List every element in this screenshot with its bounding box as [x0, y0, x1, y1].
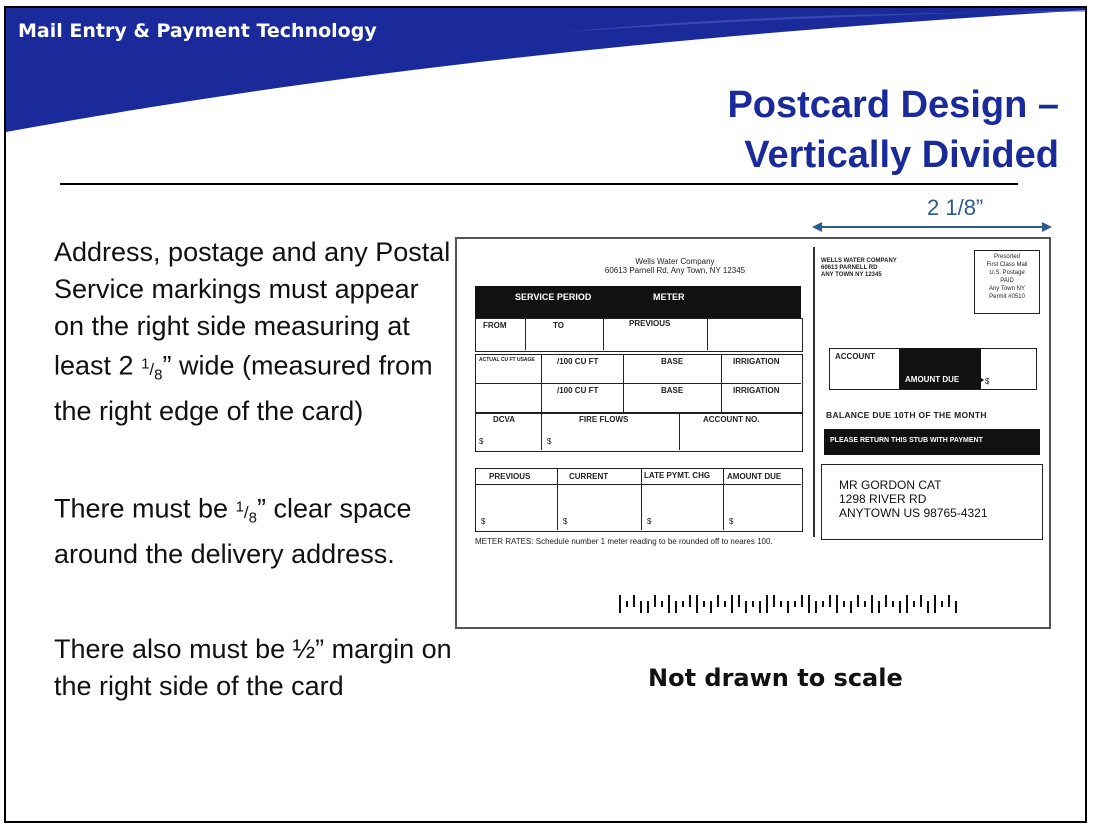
barcode-bar [934, 595, 936, 613]
paragraph-3: There also must be ½” margin on the right side of the card [54, 634, 452, 701]
dollar-previous: $ [481, 517, 486, 526]
barcode-bar [787, 601, 789, 613]
dcva-label: DCVA [493, 415, 516, 424]
service-period-label: SERVICE PERIOD [515, 292, 592, 302]
barcode-bar [745, 601, 747, 613]
barcode-bar [941, 601, 943, 607]
barcode-bar [731, 595, 733, 613]
barcode-bar [668, 595, 670, 613]
barcode-bar [654, 595, 656, 607]
slide [4, 6, 1087, 823]
from-label: FROM [483, 321, 507, 330]
barcode-bar [913, 601, 915, 607]
paragraph-1-before: Address, postage and any Postal Service markings must appear on the right side measuring at least 2 [54, 237, 451, 381]
barcode-bar [766, 595, 768, 613]
indicia-line: PAID [1000, 278, 1014, 284]
please-return-bar [824, 429, 1040, 455]
dollar-amount: $ [729, 517, 734, 526]
barcode-bar [633, 595, 635, 607]
fraction-2: $^1/_8$ [235, 498, 257, 527]
to-label: TO [553, 321, 564, 330]
title-line-2: Vertically Divided [744, 134, 1059, 176]
barcode-bar [822, 601, 824, 607]
addressee-street: 1298 RIVER RD [839, 492, 927, 506]
barcode-bar [843, 601, 845, 607]
barcode-bar [661, 601, 663, 607]
header-label: Mail Entry & Payment Technology [18, 20, 377, 42]
barcode-bar [878, 601, 880, 613]
return-street: 60613 PARNELL RD [821, 265, 878, 271]
barcode-bar [815, 601, 817, 613]
dollar-dcva: $ [479, 437, 484, 446]
barcode-bar [717, 595, 719, 607]
addressee-name: MR GORDON CAT [839, 478, 942, 492]
col-previous: PREVIOUS [489, 472, 531, 481]
account-no-label: ACCOUNT NO. [703, 415, 760, 424]
barcode-bar [892, 601, 894, 607]
col-late: LATE PYMT. CHG [644, 471, 711, 480]
base-label-b: BASE [661, 386, 684, 395]
base-label-a: BASE [661, 357, 684, 366]
dollar-late: $ [647, 517, 652, 526]
previous-label: PREVIOUS [629, 319, 671, 328]
barcode-bar [710, 601, 712, 613]
barcode-bar [703, 601, 705, 607]
slide-title [727, 80, 1059, 180]
paragraph-2 [54, 488, 454, 573]
irrigation-label-b: IRRIGATION [733, 386, 780, 395]
meter-label: METER [653, 292, 685, 302]
col-current: CURRENT [569, 472, 609, 481]
barcode-bar [829, 595, 831, 607]
barcode-bar [871, 595, 873, 613]
barcode-bar [864, 601, 866, 607]
meter-rates-note: METER RATES: Schedule number 1 meter reading to be rounded off to neares 100. [475, 537, 773, 546]
barcode-bar [857, 595, 859, 607]
service-period-bar [475, 286, 801, 318]
barcode-bar [801, 595, 803, 607]
account-label: ACCOUNT [835, 352, 875, 361]
indicia-line: U.S. Postage [989, 270, 1025, 276]
per100-label-a: /100 CU FT [557, 357, 599, 366]
paragraph-1-after: ” wide (measured from the right edge of the card) [54, 350, 433, 427]
paragraph-2-after: ” clear space around the delivery address. [54, 493, 412, 570]
indicia-line: First Class Mail [986, 262, 1028, 268]
barcode-bar [794, 601, 796, 607]
dimension-label: 2 1/8” [927, 195, 984, 220]
barcode-bar [920, 595, 922, 607]
title-rule [60, 183, 1018, 185]
amount-due-bar [899, 348, 981, 389]
barcode-bar [948, 595, 950, 607]
barcode-bar [619, 595, 621, 613]
actual-usage-label: ACTUAL CU FT USAGE [479, 357, 535, 363]
addressee-city: ANYTOWN US 98765-4321 [839, 506, 988, 520]
barcode-bar [738, 595, 740, 607]
barcode-bar [696, 595, 698, 613]
paragraph-1 [54, 234, 454, 430]
barcode-bar [780, 601, 782, 607]
irrigation-label-a: IRRIGATION [733, 357, 780, 366]
indicia-line: Presorted [993, 254, 1020, 260]
amount-due-label: AMOUNT DUE [905, 375, 960, 384]
indicia-line: Permit #0510 [989, 294, 1025, 300]
col-amount: AMOUNT DUE [727, 472, 782, 481]
dollar-current: $ [563, 517, 568, 526]
balance-due-note: BALANCE DUE 10TH OF THE MONTH [826, 410, 987, 420]
scale-note: Not drawn to scale [648, 664, 903, 692]
company-name: Wells Water Company [635, 257, 715, 266]
imb-barcode-icon [619, 595, 969, 613]
barcode-bar [640, 601, 642, 613]
title-line-1: Postcard Design – [727, 84, 1059, 126]
indicia-line: Any Town NY [989, 286, 1025, 292]
barcode-bar [752, 601, 754, 607]
barcode-bar [906, 595, 908, 613]
barcode-bar [899, 601, 901, 613]
per100-label-b: /100 CU FT [557, 386, 599, 395]
postage-indicia [974, 250, 1040, 314]
barcode-bar [724, 601, 726, 607]
barcode-bar [927, 601, 929, 613]
return-name: WELLS WATER COMPANY [821, 258, 897, 264]
fire-flows-label: FIRE FLOWS [579, 415, 629, 424]
barcode-bar [808, 595, 810, 613]
paragraph-2-before: There must be [54, 493, 236, 524]
barcode-bar [626, 601, 628, 607]
postcard-diagram [455, 237, 1051, 629]
barcode-bar [689, 595, 691, 607]
dollar-amount-due: $ [985, 377, 990, 386]
return-address [821, 258, 897, 279]
return-city: ANY TOWN NY 12345 [821, 272, 882, 278]
company-address: 60613 Parnell Rd, Any Town, NY 12345 [604, 266, 746, 275]
barcode-bar [773, 595, 775, 607]
vertical-divider [813, 247, 815, 537]
dollar-fire: $ [547, 437, 552, 446]
barcode-bar [647, 601, 649, 613]
barcode-bar [836, 595, 838, 613]
barcode-bar [885, 595, 887, 607]
barcode-bar [759, 601, 761, 613]
barcode-bar [850, 601, 852, 613]
barcode-bar [955, 601, 957, 613]
please-return-label: PLEASE RETURN THIS STUB WITH PAYMENT [830, 437, 983, 444]
barcode-bar [675, 601, 677, 613]
delivery-address [839, 478, 988, 520]
barcode-bar [682, 601, 684, 607]
fraction-1: $^1/_8$ [141, 355, 163, 384]
